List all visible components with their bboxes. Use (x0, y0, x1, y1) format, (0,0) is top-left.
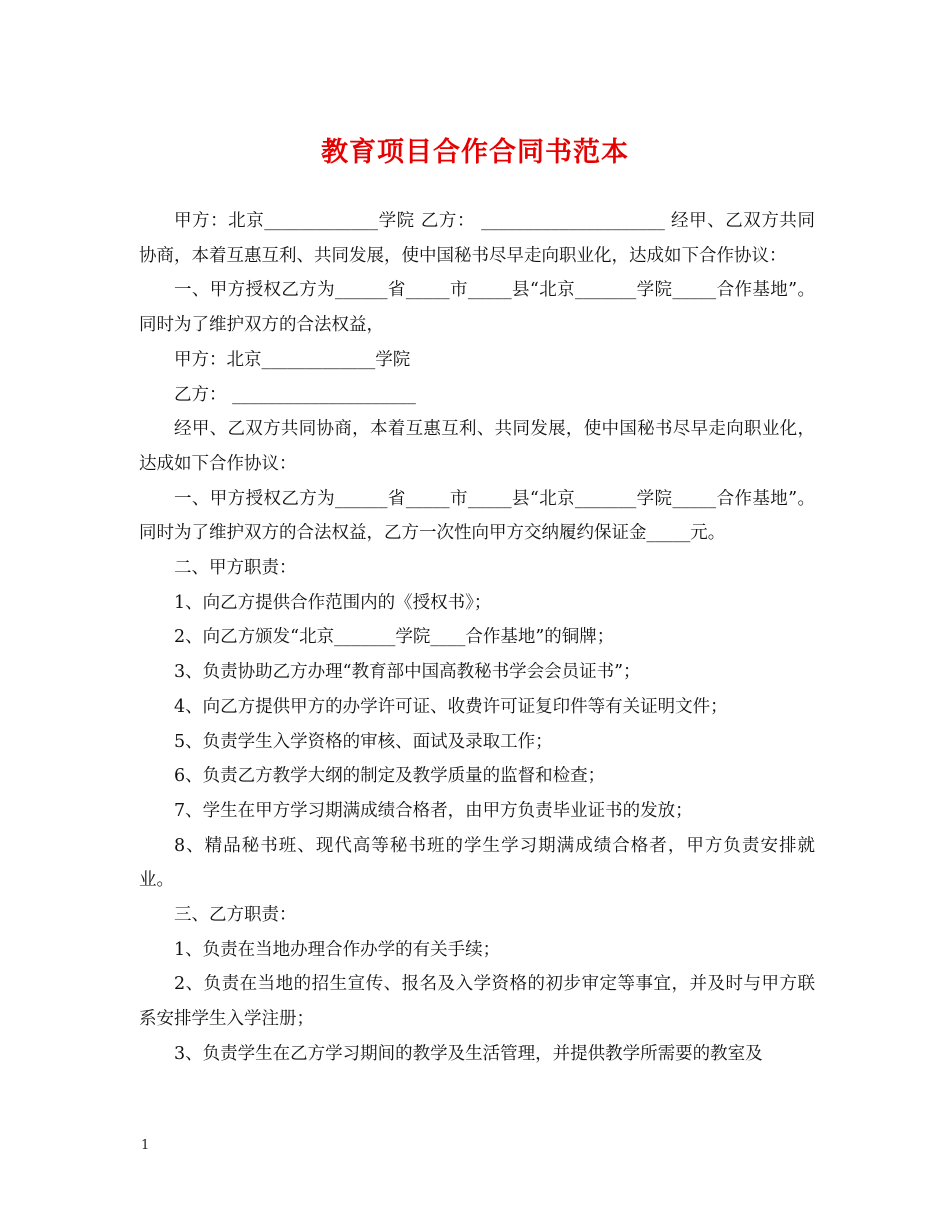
paragraph: 甲方：北京_____________学院 (174, 349, 411, 370)
paragraph: 一、甲方授权乙方为______省_____市_____县“北京_______学院_____合作基地”。同时为了维护双方的合法权益， (139, 280, 815, 336)
paragraph: 甲方：北京_____________学院 乙方： _____________________ 经甲、乙双方共同协商，本着互惠互利、共同发展，使中国秘书尽早走向职业化，达成如下合作协议： (139, 211, 815, 266)
list-item: 3、负责协助乙方办理“教育部中国高教秘书学会会员证书”； (174, 662, 641, 683)
list-item: 5、负责学生入学资格的审核、面试及录取工作； (174, 731, 553, 752)
document-title: 教育项目合作合同书范本 (321, 137, 629, 168)
list-item: 8、精品秘书班、现代高等秘书班的学生学习期满成绩合格者，甲方负责安排就业。 (139, 835, 815, 891)
list-item: 1、负责在当地办理合作办学的有关手续； (174, 939, 501, 960)
list-item: 7、学生在甲方学习期满成绩合格者，由甲方负责毕业证书的发放； (174, 800, 693, 821)
list-item: 2、向乙方颁发“北京_______学院____合作基地”的铜牌； (174, 627, 615, 648)
document-body (139, 204, 815, 1072)
list-item: 1、向乙方提供合作范围内的《授权书》； (174, 592, 492, 613)
list-item: 2、负责在当地的招生宣传、报名及入学资格的初步审定等事宜，并及时与甲方联系安排学生入学注册； (139, 974, 815, 1030)
page-number: 1 (141, 1138, 150, 1153)
section-heading: 二、甲方职责： (174, 558, 297, 579)
list-item: 4、向乙方提供甲方的办学许可证、收费许可证复印件等有关证明文件； (174, 696, 728, 717)
list-item: 6、负责乙方教学大纲的制定及教学质量的监督和检查； (174, 766, 606, 787)
list-item: 3、负责学生在乙方学习期间的教学及生活管理，并提供教学所需要的教室及 (174, 1043, 763, 1064)
section-heading: 三、乙方职责： (174, 905, 297, 926)
paragraph: 乙方： _____________________ (174, 384, 416, 405)
paragraph: 一、甲方授权乙方为______省_____市_____县“北京_______学院_____合作基地”。同时为了维护双方的合法权益，乙方一次性向甲方交纳履约保证金_____元。 (139, 488, 815, 544)
paragraph: 经甲、乙双方共同协商，本着互惠互利、共同发展，使中国秘书尽早走向职业化，达成如下合作协议： (139, 419, 815, 474)
